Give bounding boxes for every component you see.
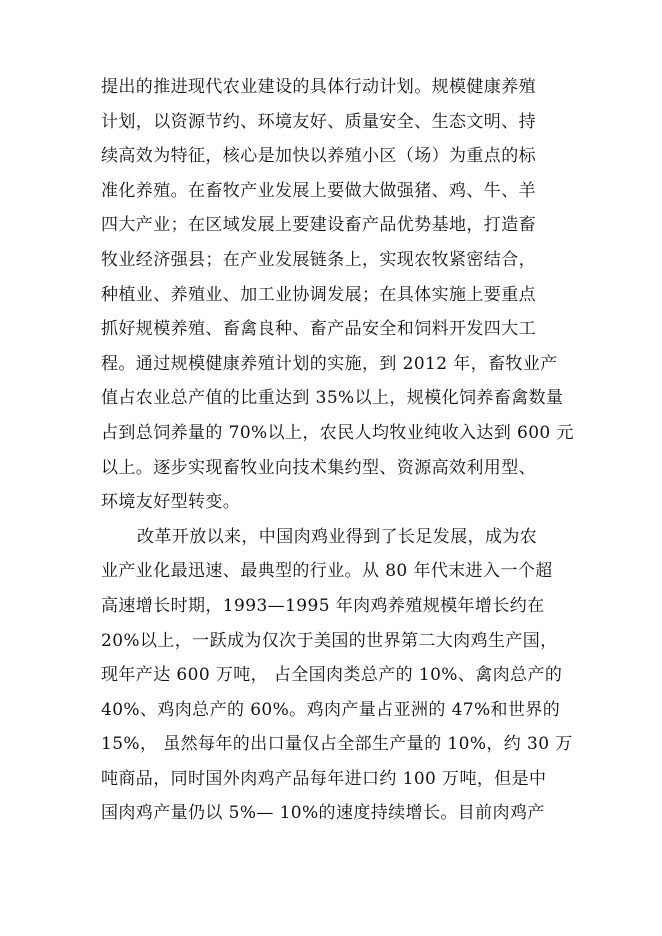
text-line: 20%以上，一跃成为仅次于美国的世界第二大肉鸡生产国， <box>101 630 558 651</box>
text-line: 续高效为特征，核心是加快以养殖小区（场）为重点的标 <box>101 146 536 167</box>
text-line: 业产业化最迅速、最典型的行业。从 80 年代末进入一个超 <box>101 561 553 582</box>
text-line: 40%、鸡肉总产的 60%。鸡肉产量占亚洲的 47%和世界的 <box>101 699 561 720</box>
text-line: 改革开放以来，中国肉鸡业得到了长足发展，成为农 <box>137 526 538 547</box>
text-line: 国肉鸡产量仍以 5%— 10%的速度持续增长。目前肉鸡产 <box>101 803 545 824</box>
body-text <box>101 70 574 831</box>
paragraph-1 <box>101 70 574 520</box>
text-line: 准化养殖。在畜牧产业发展上要做大做强猪、鸡、牛、羊 <box>101 180 536 201</box>
text-line: 程。通过规模健康养殖计划的实施，到 2012 年，畜牧业产 <box>101 353 558 374</box>
text-line: 以上。逐步实现畜牧业向技术集约型、资源高效利用型、 <box>101 457 536 478</box>
text-line: 牧业经济强县；在产业发展链条上，实现农牧紧密结合， <box>101 249 536 270</box>
text-line: 提出的推进现代农业建设的具体行动计划。规模健康养殖 <box>101 77 536 97</box>
text-line: 现年产达 600 万吨， 占全国肉类总产的 10%、禽肉总产的 <box>101 665 563 686</box>
text-line: 种植业、养殖业、加工业协调发展；在具体实施上要重点 <box>101 284 536 305</box>
text-line: 占到总饲养量的 70%以上，农民人均牧业纯收入达到 600 元 <box>101 422 574 443</box>
text-line: 四大产业；在区域发展上要建设畜产品优势基地，打造畜 <box>101 215 536 236</box>
text-line: 吨商品，同时国外肉鸡产品每年进口约 100 万吨，但是中 <box>101 768 547 789</box>
paragraph-2 <box>101 520 573 831</box>
text-line: 抓好规模养殖、畜禽良种、畜产品安全和饲料开发四大工 <box>101 319 536 340</box>
text-line: 值占农业总产值的比重达到 35%以上，规模化饲养畜禽数量 <box>101 388 564 409</box>
text-line: 高速增长时期，1993—1995 年肉鸡养殖规模年增长约在 <box>101 595 545 616</box>
text-line: 15%， 虽然每年的出口量仅占全部生产量的 10%，约 30 万 <box>101 734 573 755</box>
text-line: 计划，以资源节约、环境友好、质量安全、生态文明、持 <box>101 111 536 132</box>
text-line: 环境友好型转变。 <box>101 492 241 513</box>
